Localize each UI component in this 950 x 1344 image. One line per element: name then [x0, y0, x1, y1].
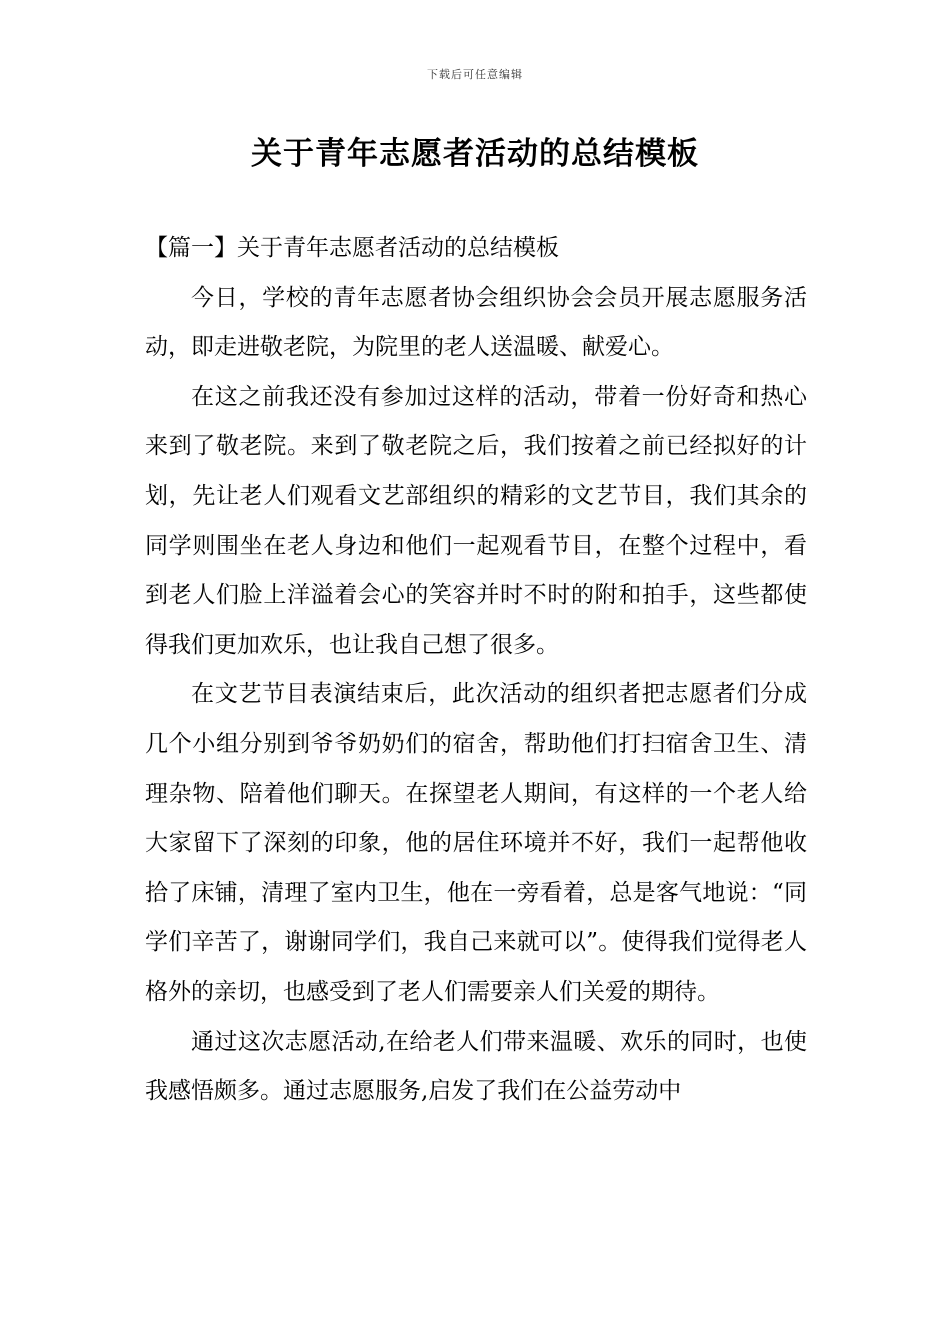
section-heading: 【篇一】关于青年志愿者活动的总结模板 — [145, 235, 559, 261]
header-note: 下载后可任意编辑 — [427, 68, 523, 81]
document-body — [145, 224, 807, 1117]
document-title: 关于青年志愿者活动的总结模板 — [251, 136, 699, 172]
paragraph-1: 今日，学校的青年志愿者协会组织协会会员开展志愿服务活动，即走进敬老院，为院里的老人送温暖、献爱心。 — [145, 284, 807, 361]
paragraph-3: 在文艺节目表演结束后，此次活动的组织者把志愿者们分成几个小组分别到爷爷奶奶们的宿舍，帮助他们打扫宿舍卫生、清理杂物、陪着他们聊天。在探望老人期间，有这样的一个老人给大家留下了深刻的印象，他的居住环境并不好，我们一起帮他收拾了床铺，清理了室内卫生，他在一旁看着，总是客气地说：“同学们辛苦了，谢谢同学们，我自己来就可以”。使得我们觉得老人格外的亲切，也感受到了老人们需要亲人们关爱的期待。 — [145, 681, 807, 1005]
paragraph-4: 通过这次志愿活动,在给老人们带来温暖、欢乐的同时，也使我感悟颇多。通过志愿服务,启发了我们在公益劳动中 — [145, 1028, 807, 1105]
paragraph-2: 在这之前我还没有参加过这样的活动，带着一份好奇和热心来到了敬老院。来到了敬老院之后，我们按着之前已经拟好的计划，先让老人们观看文艺部组织的精彩的文艺节目，我们其余的同学则围坐在老人身边和他们一起观看节目，在整个过程中，看到老人们脸上洋溢着会心的笑容并时不时的附和拍手，这些都使得我们更加欢乐，也让我自己想了很多。 — [145, 383, 807, 658]
